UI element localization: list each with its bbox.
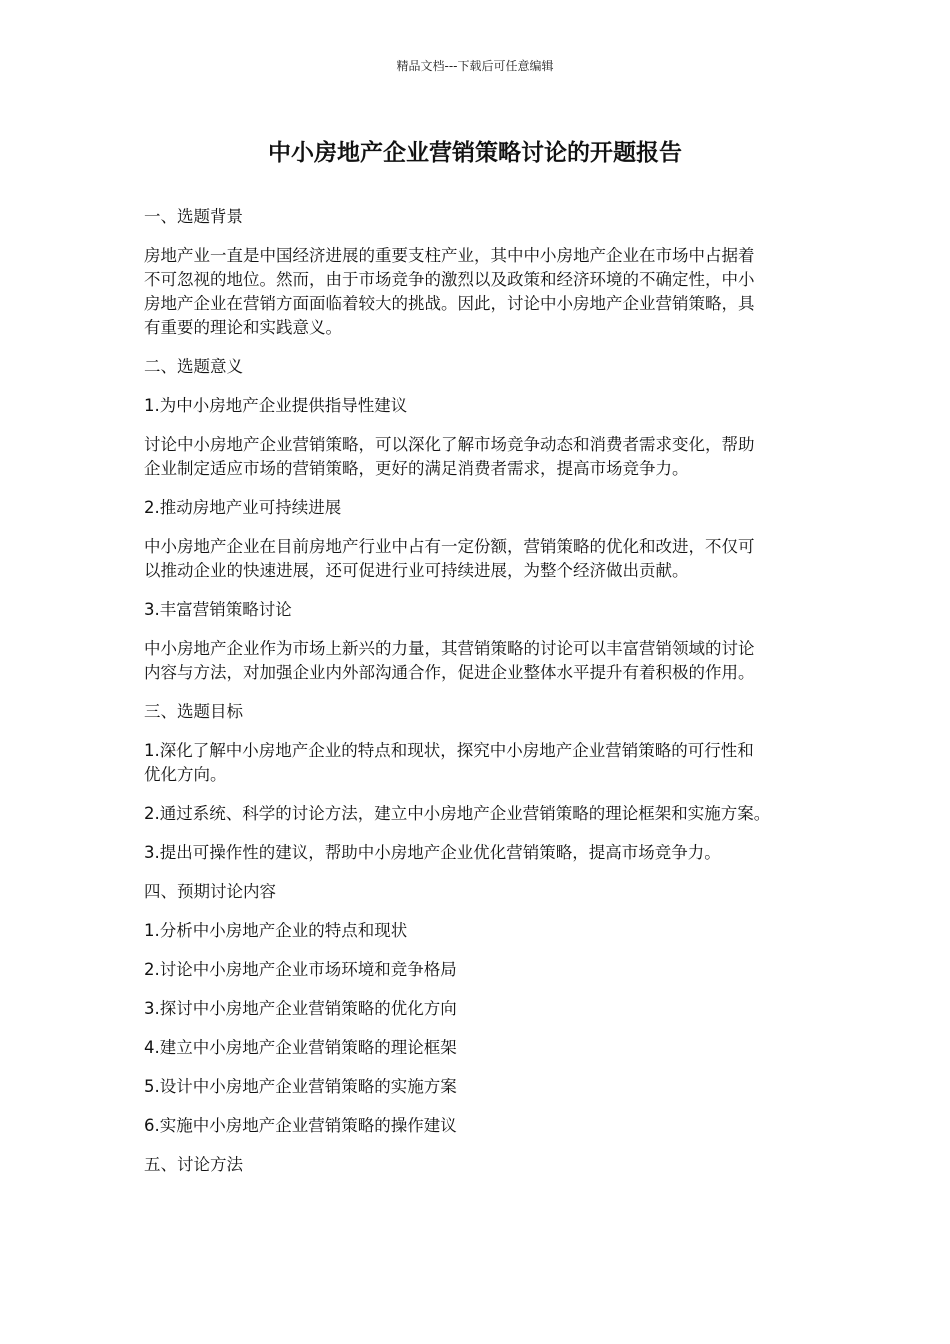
subheading-sustainable: 2.推动房地产业可持续进展 bbox=[144, 498, 342, 517]
paragraph-enrich: 中小房地产企业作为市场上新兴的力量，其营销策略的讨论可以丰富营销领域的讨论 内容与方法，对加强企业内外部沟通合作，促进企业整体水平提升有着积极的作用。 bbox=[144, 639, 755, 682]
section-heading-background: 一、选题背景 bbox=[144, 207, 243, 226]
paragraph-guidance: 讨论中小房地产企业营销策略，可以深化了解市场竞争动态和消费者需求变化，帮助 企业制定适应市场的营销策略，更好的满足消费者需求，提高市场竞争力。 bbox=[144, 435, 755, 478]
goal-item-2: 2.通过系统、科学的讨论方法，建立中小房地产企业营销策略的理论框架和实施方案。 bbox=[144, 804, 771, 823]
document-body bbox=[144, 205, 812, 1192]
content-item-4: 4.建立中小房地产企业营销策略的理论框架 bbox=[144, 1038, 457, 1057]
goal-item-1: 1.深化了解中小房地产企业的特点和现状，探究中小房地产企业营销策略的可行性和 优化方向。 bbox=[144, 741, 754, 784]
content-item-5: 5.设计中小房地产企业营销策略的实施方案 bbox=[144, 1077, 457, 1096]
section-heading-goals: 三、选题目标 bbox=[144, 702, 243, 721]
subheading-guidance: 1.为中小房地产企业提供指导性建议 bbox=[144, 396, 408, 415]
content-item-2: 2.讨论中小房地产企业市场环境和竞争格局 bbox=[144, 960, 457, 979]
goal-item-3: 3.提出可操作性的建议，帮助中小房地产企业优化营销策略，提高市场竞争力。 bbox=[144, 843, 721, 862]
paragraph-background: 房地产业一直是中国经济进展的重要支柱产业，其中中小房地产企业在市场中占据着 不可忽视的地位。然而，由于市场竞争的激烈以及政策和经济环境的不确定性，中小 房地产企业在营销方面面临着较大的挑战。因此，讨论中小房地产企业营销策略，具 有重要的理论和实践意义。 bbox=[144, 246, 755, 337]
content-item-1: 1.分析中小房地产企业的特点和现状 bbox=[144, 921, 408, 940]
content-item-6: 6.实施中小房地产企业营销策略的操作建议 bbox=[144, 1116, 457, 1135]
section-heading-significance: 二、选题意义 bbox=[144, 357, 243, 376]
page-header: 精品文档---下载后可任意编辑 bbox=[396, 59, 554, 73]
section-heading-content: 四、预期讨论内容 bbox=[144, 882, 276, 901]
subheading-enrich: 3.丰富营销策略讨论 bbox=[144, 600, 292, 619]
section-heading-methods: 五、讨论方法 bbox=[144, 1155, 243, 1174]
content-item-3: 3.探讨中小房地产企业营销策略的优化方向 bbox=[144, 999, 457, 1018]
paragraph-sustainable: 中小房地产企业在目前房地产行业中占有一定份额，营销策略的优化和改进，不仅可 以推动企业的快速进展，还可促进行业可持续进展，为整个经济做出贡献。 bbox=[144, 537, 755, 580]
document-title: 中小房地产企业营销策略讨论的开题报告 bbox=[268, 140, 682, 166]
